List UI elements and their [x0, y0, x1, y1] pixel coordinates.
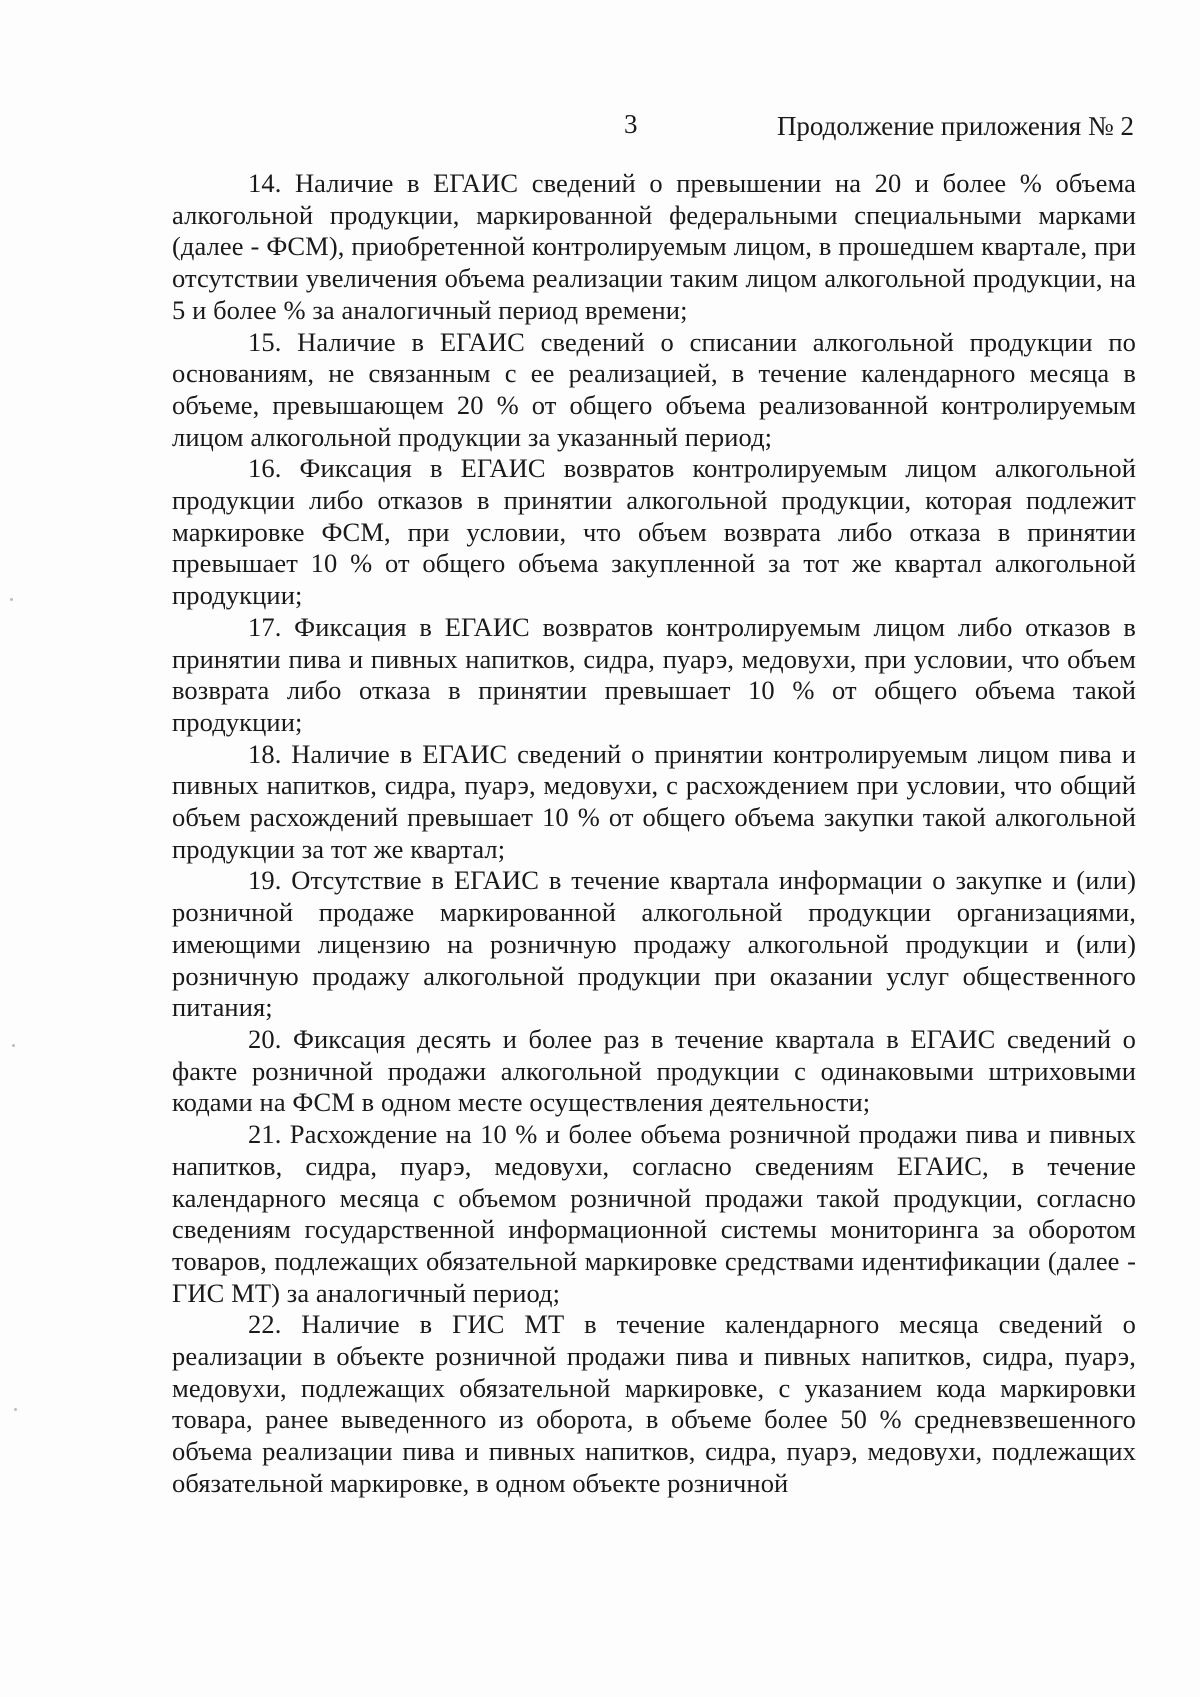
- scan-speck: [14, 1408, 17, 1411]
- paragraph-20: 20. Фиксация десять и более раз в течение квартала в ЕГАИС сведений о факте розничной продажи алкогольной продукции с одинаковыми штриховыми кодами на ФСМ в одном месте осуществления деятельности;: [172, 1023, 1136, 1118]
- paragraph-21: 21. Расхождение на 10 % и более объема розничной продажи пива и пивных напитков, сидра, пуарэ, медовухи, согласно сведениям ЕГАИС, в течение календарного месяца с объемом розничной продажи такой продукции, согласно сведениям государственной информационной системы мониторинга за оборотом товаров, подлежащих обязательной маркировке средствами идентификации (далее - ГИС МТ) за аналогичный период;: [172, 1119, 1136, 1308]
- document-body: [172, 168, 1136, 1500]
- page-number: 3: [624, 109, 638, 139]
- scan-speck: [12, 1044, 15, 1047]
- paragraph-22: 22. Наличие в ГИС МТ в течение календарного месяца сведений о реализации в объекте розничной продажи пива и пивных напитков, сидра, пуарэ, медовухи, подлежащих обязательной маркировке, с указанием кода маркировки товара, ранее выведенного из оборота, в объеме более 50 % средневзвешенного объема реализации пива и пивных напитков, сидра, пуарэ, медовухи, подлежащих обязательной маркировке, в одном объекте розничной: [172, 1309, 1136, 1498]
- paragraph-14: 14. Наличие в ЕГАИС сведений о превышении на 20 и более % объема алкогольной продукции, маркированной федеральными специальными марками (далее - ФСМ), приобретенной контролируемым лицом, в прошедшем квартале, при отсутствии увеличения объема реализации таким лицом алкогольной продукции, на 5 и более % за аналогичный период времени;: [172, 168, 1136, 325]
- paragraph-16: 16. Фиксация в ЕГАИС возвратов контролируемым лицом алкогольной продукции либо отказов в принятии алкогольной продукции, которая подлежит маркировке ФСМ, при условии, что объем возврата либо отказа в принятии превышает 10 % от общего объема закупленной за тот же квартал алкогольной продукции;: [172, 453, 1136, 611]
- scan-speck: [10, 598, 13, 601]
- paragraph-19: 19. Отсутствие в ЕГАИС в течение квартала информации о закупке и (или) розничной продаже маркированной алкогольной продукции организациями, имеющими лицензию на розничную продажу алкогольной продукции и (или) розничную продажу алкогольной продукции при оказании услуг общественного питания;: [172, 865, 1136, 1023]
- paragraph-17: 17. Фиксация в ЕГАИС возвратов контролируемым лицом либо отказов в принятии пива и пивных напитков, сидра, пуарэ, медовухи, при условии, что объем возврата либо отказа в принятии превышает 10 % от общего объема такой продукции;: [172, 611, 1136, 737]
- paragraph-18: 18. Наличие в ЕГАИС сведений о принятии контролируемым лицом пива и пивных напитков, сидра, пуарэ, медовухи, с расхождением при условии, что общий объем расхождений превышает 10 % от общего объема закупки такой алкогольной продукции за тот же квартал;: [172, 738, 1136, 864]
- appendix-continuation-label: Продолжение приложения № 2: [776, 111, 1134, 141]
- paragraph-15: 15. Наличие в ЕГАИС сведений о списании алкогольной продукции по основаниям, не связанным с ее реализацией, в течение календарного месяца в объеме, превышающем 20 % от общего объема реализованной контролируемым лицом алкогольной продукции за указанный период;: [172, 326, 1136, 452]
